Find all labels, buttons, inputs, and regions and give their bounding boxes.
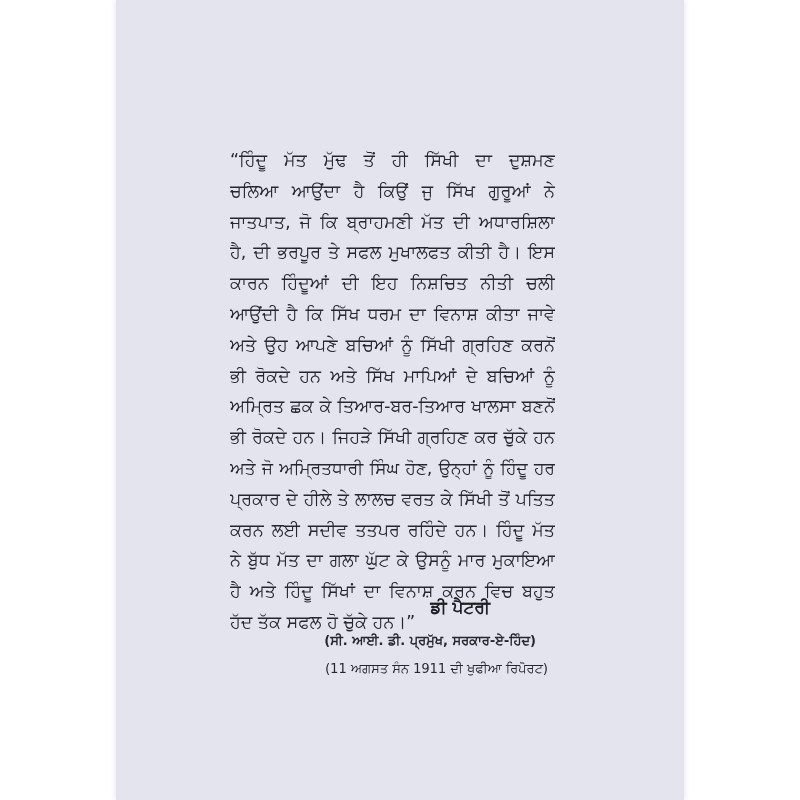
quote-line: ਭੀ ਰੋਕਦੇ ਹਨ। ਜਿਹੜੇ ਸਿੱਖੀ ਗ੍ਰਹਿਣ ਕਰ ਚੁੱਕੇ ਹਨ [230, 428, 555, 449]
quote-line: “ਹਿੰਦੂ ਮੱਤ ਮੁੱਢ ਤੋਂ ਹੀ ਸਿੱਖੀ ਦਾ ਦੁਸ਼ਮਣ [230, 151, 555, 171]
quote-paragraph [230, 146, 555, 639]
quote-line: ਹੈ ਅਤੇ ਹਿੰਦੂ ਸਿੱਖਾਂ ਦਾ ਵਿਨਾਸ਼ ਕਰਨ ਵਿਚ ਬਹੁਤ [230, 582, 555, 603]
quote-line: ਜਾਤਪਾਤ, ਜੋ ਕਿ ਬ੍ਰਾਹਮਣੀ ਮੱਤ ਦੀ ਅਧਾਰਸ਼ਿਲਾ [230, 212, 555, 233]
book-page [116, 0, 684, 800]
quote-line: ਪ੍ਰਕਾਰ ਦੇ ਹੀਲੇ ਤੇ ਲਾਲਚ ਵਰਤ ਕੇ ਸਿੱਖੀ ਤੋਂ ਪਤਿਤ [230, 489, 555, 510]
author-designation: (ਸੀ. ਆਈ. ਡੀ. ਪ੍ਰਮੁੱਖ, ਸਰਕਾਰ-ਏ-ਹਿੰਦ) [324, 634, 536, 649]
quote-line: ਹੈ, ਦੀ ਭਰਪੂਰ ਤੇ ਸਫਲ ਮੁਖਾਲਫਤ ਕੀਤੀ ਹੈ। ਇਸ [230, 243, 555, 264]
quote-author: ਡੀ ਪੈਟਰੀ [430, 598, 490, 618]
quote-line: ਹੱਦ ਤੱਕ ਸਫਲ ਹੋ ਚੁੱਕੇ ਹਨ।” [230, 612, 416, 633]
quote-line: ਚਲਿਆ ਆਉਂਦਾ ਹੈ ਕਿਉਂ ਜੁ ਸਿੱਖ ਗੁਰੂਆਂ ਨੇ [230, 181, 555, 202]
quote-line: ਭੀ ਰੋਕਦੇ ਹਨ ਅਤੇ ਸਿੱਖ ਮਾਪਿਆਂ ਦੇ ਬਚਿਆਂ ਨੂੰ [230, 366, 555, 387]
quote-line: ਅਤੇ ਉਹ ਆਪਣੇ ਬਚਿਆਂ ਨੂੰ ਸਿੱਖੀ ਗ੍ਰਹਿਣ ਕਰਨੋਂ [230, 335, 555, 356]
quote-line: ਆਉਂਦੀ ਹੈ ਕਿ ਸਿੱਖ ਧਰਮ ਦਾ ਵਿਨਾਸ਼ ਕੀਤਾ ਜਾਵੇ [230, 304, 555, 325]
quote-source: (11 ਅਗਸਤ ਸੰਨ 1911 ਦੀ ਖੁਫੀਆ ਰਿਪੋਰਟ) [325, 662, 548, 677]
quote-line: ਅਮ੍ਰਿਤ ਛਕ ਕੇ ਤਿਆਰ-ਬਰ-ਤਿਆਰ ਖਾਲਸਾ ਬਣਨੋਂ [230, 397, 555, 418]
quote-line: ਕਰਨ ਲਈ ਸਦੀਵ ਤਤਪਰ ਰਹਿੰਦੇ ਹਨ। ਹਿੰਦੂ ਮੱਤ [230, 520, 555, 541]
quote-line: ਕਾਰਨ ਹਿੰਦੂਆਂ ਦੀ ਇਹ ਨਿਸ਼ਚਿਤ ਨੀਤੀ ਚਲੀ [230, 274, 555, 295]
quote-line: ਅਤੇ ਜੋ ਅਮ੍ਰਿਤਧਾਰੀ ਸਿੰਘ ਹੋਣ, ਉਨ੍ਹਾਂ ਨੂੰ ਹਿੰਦੂ ਹਰ [230, 458, 555, 479]
quote-line: ਨੇ ਬੁੱਧ ਮੱਤ ਦਾ ਗਲਾ ਘੁੱਟ ਕੇ ਉਸਨੂੰ ਮਾਰ ਮੁਕਾਇਆ [230, 551, 555, 572]
